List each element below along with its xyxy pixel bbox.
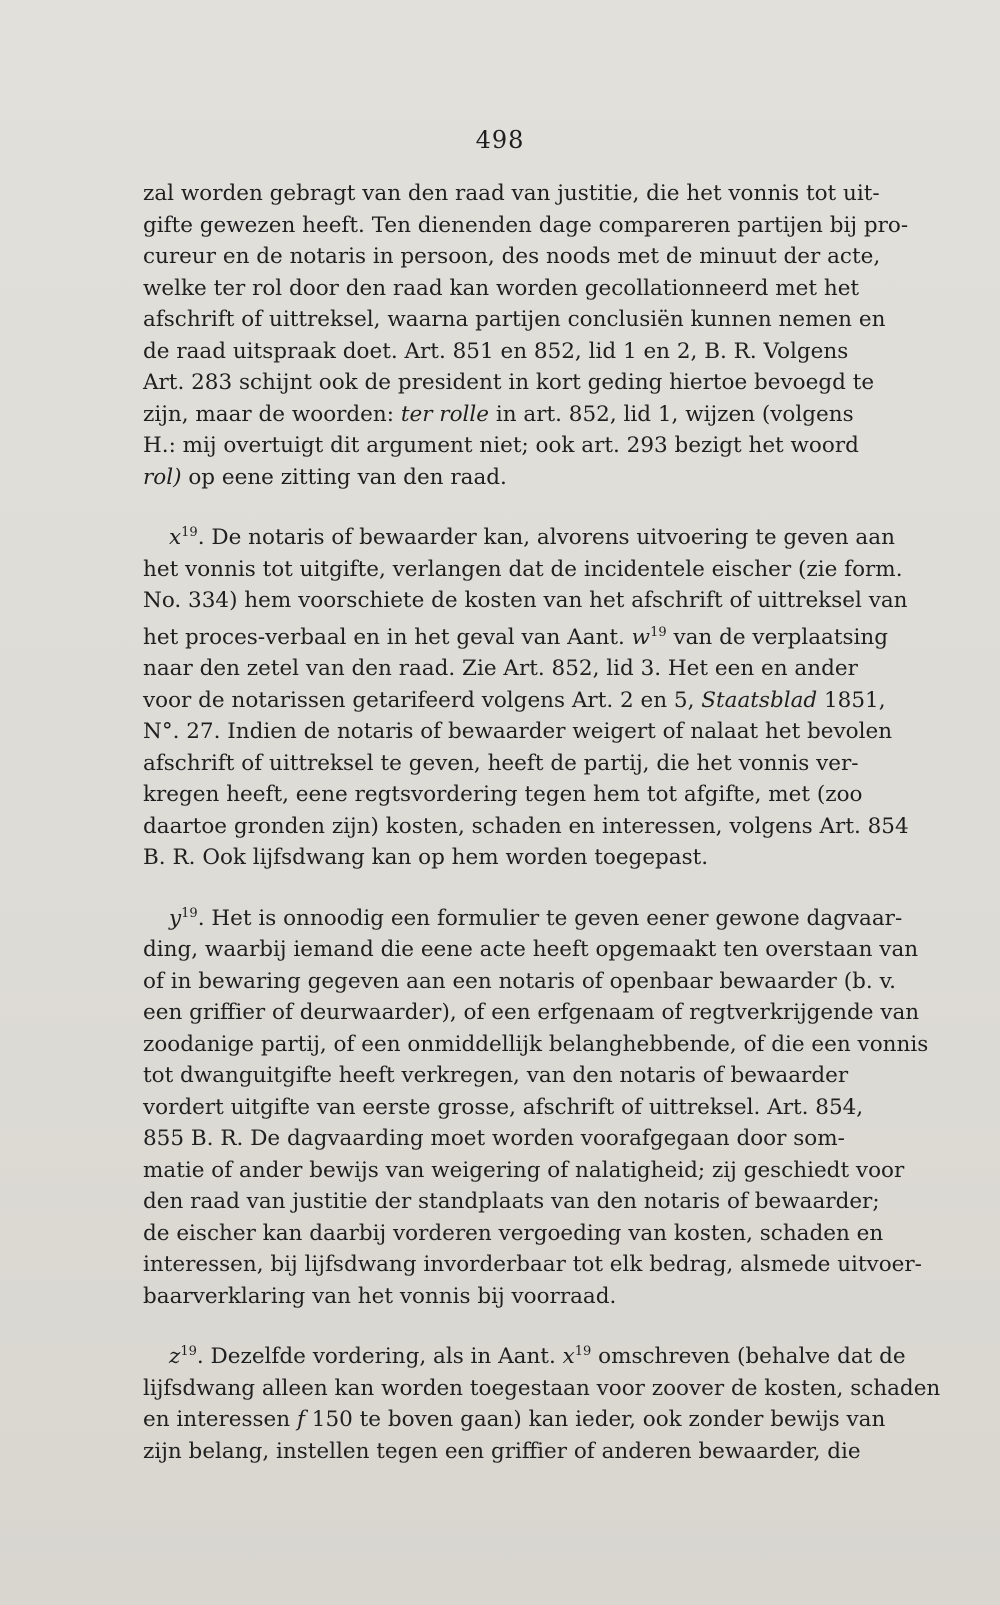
text-line: afschrift of uittreksel, waarna partijen conclusiën kunnen nemen en bbox=[143, 307, 886, 332]
text-line: naar den zetel van den raad. Zie Art. 852, lid 3. Het een en ander bbox=[143, 656, 858, 681]
text-line: lijfsdwang alleen kan worden toegestaan voor zoover de kosten, schaden bbox=[143, 1375, 941, 1401]
text-run: . Dezelfde vordering, als in Aant. bbox=[196, 1344, 563, 1369]
italic-text: ter rolle bbox=[400, 401, 490, 427]
text-line: 855 B. R. De dagvaarding moet worden voorafgegaan door som- bbox=[143, 1126, 845, 1151]
text-line: daartoe gronden zijn) kosten, schaden en interessen, volgens Art. 854 bbox=[143, 813, 909, 839]
text-line: of in bewaring gegeven aan een notaris of openbaar bewaarder (b. v. bbox=[143, 968, 897, 994]
text-line bbox=[143, 898, 903, 935]
text-run: en interessen bbox=[143, 1407, 297, 1432]
text-line bbox=[143, 462, 903, 494]
text-run: . De notaris of bewaarder kan, alvorens uitvoering te geven aan bbox=[197, 525, 895, 550]
text-line: interessen, bij lijfsdwang invorderbaar tot elk bedrag, alsmede uitvoer- bbox=[143, 1252, 922, 1277]
text-line: zal worden gebragt van den raad van justitie, die het vonnis tot uit- bbox=[143, 181, 880, 206]
text-line bbox=[143, 1404, 903, 1436]
text-line: matie of ander bewijs van weigering of nalatigheid; zij geschiedt voor bbox=[143, 1157, 905, 1183]
note-superscript: 19 bbox=[181, 905, 198, 921]
text-line: den raad van justitie der standplaats van den notaris of bewaarder; bbox=[143, 1189, 880, 1214]
text-line: H.: mij overtuigt dit argument niet; ook art. 293 bezigt het woord bbox=[143, 433, 859, 458]
text-line: zijn belang, instellen tegen een griffier of anderen bewaarder, die bbox=[143, 1438, 861, 1464]
note-marker: z bbox=[169, 1344, 181, 1369]
note-superscript: 19 bbox=[650, 624, 667, 640]
text-line: de eischer kan daarbij vorderen vergoeding van kosten, schaden en bbox=[143, 1220, 884, 1246]
note-x19 bbox=[143, 517, 909, 874]
paragraph-continuation bbox=[143, 178, 909, 493]
text-line: No. 334) hem voorschiete de kosten van het afschrift of uittreksel van bbox=[143, 588, 908, 613]
text-run: zijn, maar de woorden: bbox=[143, 401, 401, 427]
text-line: vordert uitgifte van eerste grosse, afschrift of uittreksel. Art. 854, bbox=[143, 1094, 864, 1120]
text-run: voor de notarissen getarifeerd volgens Art. 2 en 5, bbox=[143, 687, 702, 713]
text-line: kregen heeft, eene regtsvordering tegen hem tot afgifte, met (zoo bbox=[143, 782, 863, 807]
text-line: cureur en de notaris in persoon, des noods met de minuut der acte, bbox=[143, 244, 881, 269]
text-line bbox=[143, 685, 903, 717]
italic-text: f bbox=[296, 1407, 305, 1432]
text-line: gifte gewezen heeft. Ten dienenden dage compareren partijen bij pro- bbox=[143, 212, 909, 238]
text-line: zoodanige partij, of een onmiddellijk belanghebbende, of die een vonnis bbox=[143, 1031, 929, 1057]
text-line: baarverklaring van het vonnis bij voorraad. bbox=[143, 1283, 617, 1309]
text-run: 150 te boven gaan) kan ieder, ook zonder bewijs van bbox=[304, 1407, 886, 1432]
note-superscript: 19 bbox=[180, 1344, 197, 1359]
page-number: 498 bbox=[475, 126, 525, 154]
text-line: tot dwanguitgifte heeft verkregen, van den notaris of bewaarder bbox=[143, 1063, 849, 1088]
note-marker: x bbox=[169, 525, 182, 550]
text-line: N°. 27. Indien de notaris of bewaarder weigert of nalaat het bevolen bbox=[143, 719, 893, 744]
text-run: van de verplaatsing bbox=[666, 624, 889, 650]
note-marker: x bbox=[562, 1344, 575, 1369]
text-line: ding, waarbij iemand die eene acte heeft opgemaakt ten overstaan van bbox=[143, 937, 919, 962]
text-line bbox=[143, 617, 903, 654]
text-line: Art. 283 schijnt ook de president in kort geding hiertoe bevoegd te bbox=[143, 370, 875, 395]
text-line: een griffier of deurwaarder), of een erfgenaam of regtverkrijgende van bbox=[143, 1000, 920, 1025]
body-text bbox=[143, 178, 941, 1467]
text-run: het proces-verbaal en in het geval van Aant. bbox=[143, 624, 632, 650]
note-z19 bbox=[143, 1336, 941, 1467]
text-line: B. R. Ook lijfsdwang kan op hem worden toegepast. bbox=[143, 845, 709, 870]
text-run: in art. 852, lid 1, wijzen (volgens bbox=[489, 401, 854, 427]
note-y19 bbox=[143, 898, 929, 1313]
text-line: het vonnis tot uitgifte, verlangen dat de incidentele eischer (zie form. bbox=[143, 556, 903, 582]
text-line: welke ter rol door den raad kan worden gecollationneerd met het bbox=[143, 275, 860, 301]
text-line: de raad uitspraak doet. Art. 851 en 852, lid 1 en 2, B. R. Volgens bbox=[143, 338, 849, 364]
text-line bbox=[143, 1336, 906, 1373]
text-run: 1851, bbox=[817, 687, 886, 713]
note-marker: w bbox=[631, 624, 651, 650]
italic-text: Staatsblad bbox=[701, 687, 818, 713]
text-line: afschrift of uittreksel te geven, heeft de partij, die het vonnis ver- bbox=[143, 750, 859, 776]
italic-text: rol) bbox=[143, 464, 182, 490]
text-run: op eene zitting van den raad. bbox=[181, 464, 507, 490]
text-line bbox=[143, 399, 903, 431]
note-superscript: 19 bbox=[574, 1344, 592, 1359]
note-superscript: 19 bbox=[181, 525, 198, 540]
note-marker: y bbox=[169, 905, 182, 931]
text-run: . Het is onnoodig een formulier te geven eener gewone dagvaar- bbox=[197, 905, 903, 931]
text-line bbox=[143, 517, 903, 554]
text-run: omschreven (behalve dat de bbox=[591, 1344, 906, 1369]
